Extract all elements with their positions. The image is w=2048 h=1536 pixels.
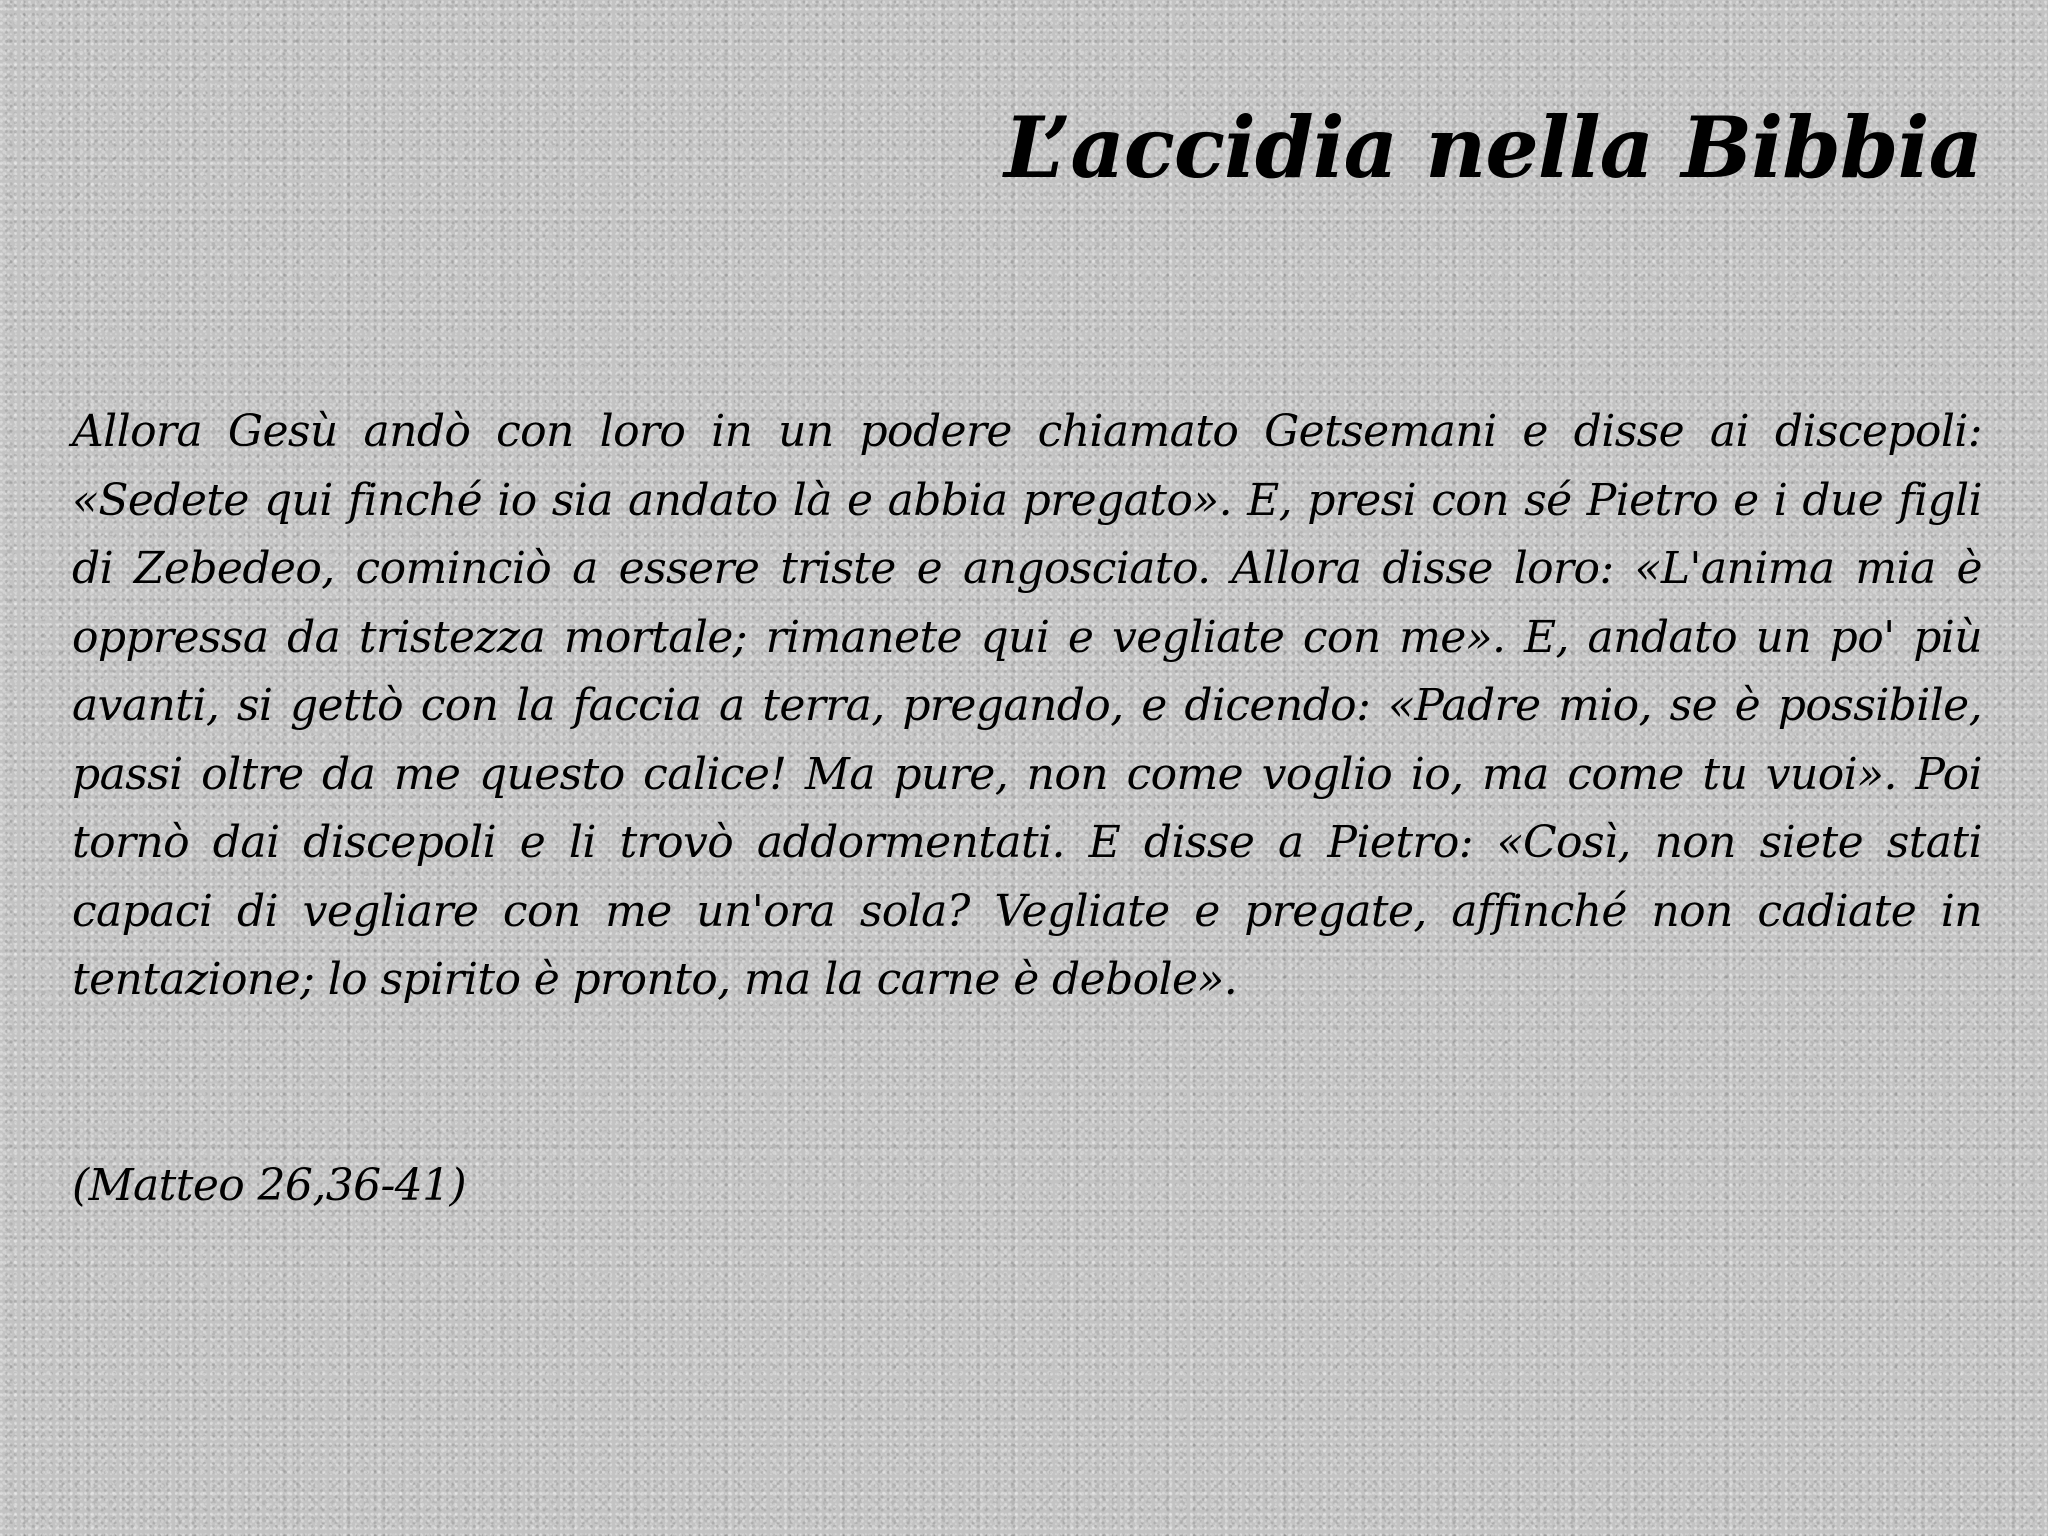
slide-title: L’accidia nella Bibbia [1004,98,1982,197]
scripture-passage: Allora Gesù andò con loro in un podere chiamato Getsemani e disse ai discepoli: «Sedete qui finché io sia andato là e abbia pregato». E, presi con sé Pietro e i due figli di Zebedeo, cominciò a essere triste e angosciato. Allora disse loro: «L'anima mia è oppressa da tristezza mortale; rimanete qui e vegliate con me». E, andato un po' più avanti, si gettò con la faccia a terra, pregando, e dicendo: «Padre mio, se è possibile, passi oltre da me questo calice! Ma pure, non come voglio io, ma come tu vuoi». Poi tornò dai discepoli e li trovò addormentati. E disse a Pietro: «Così, non siete stati capaci di vegliare con me un'ora sola? Vegliate e pregate, affinché non cadiate in tentazione; lo spirito è pronto, ma la carne è debole». [72,406,1982,1005]
scripture-citation: (Matteo 26,36-41) [72,1160,467,1211]
